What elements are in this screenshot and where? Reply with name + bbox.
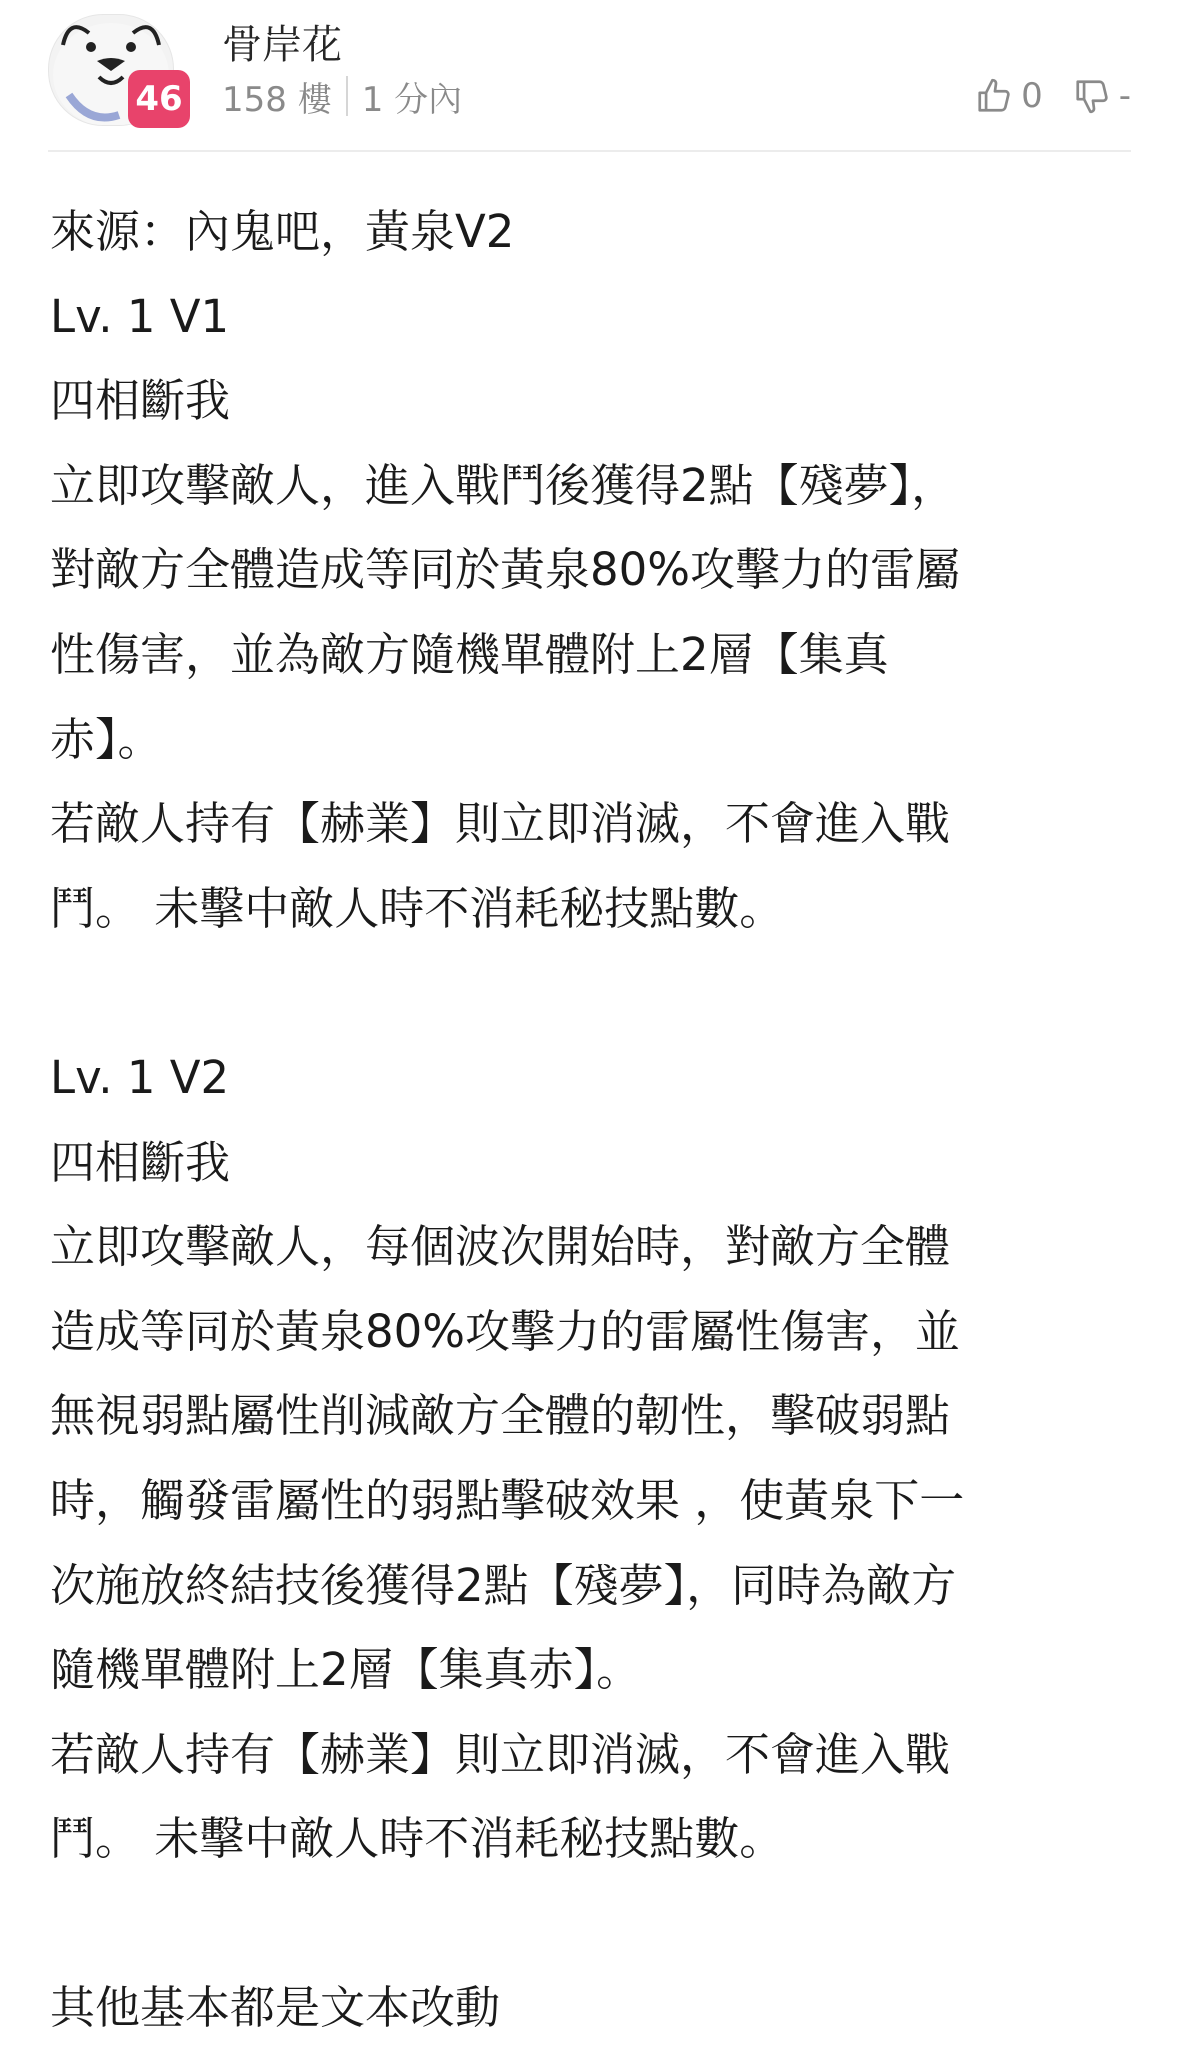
body-line: 時，觸發雷屬性的弱點擊破效果 ，使黃泉下一 bbox=[50, 1473, 965, 1527]
body-line: 性傷害，並為敵方隨機單體附上2層【集真 bbox=[50, 627, 889, 681]
thumbs-up-icon bbox=[975, 77, 1013, 115]
body-line: 立即攻擊敵人，進入戰鬥後獲得2點【殘夢】， bbox=[50, 458, 957, 512]
meta-divider bbox=[346, 76, 348, 116]
body-line: 隨機單體附上2層【集真赤】。 bbox=[50, 1643, 642, 1697]
dislike-count: - bbox=[1118, 76, 1131, 116]
floor-number: 158 樓 bbox=[222, 79, 332, 120]
body-line: Lv. 1 V1 bbox=[50, 289, 230, 343]
vote-controls bbox=[975, 72, 1131, 120]
body-line: 造成等同於黃泉80%攻擊力的雷屬性傷害，並 bbox=[50, 1304, 961, 1358]
header-divider bbox=[48, 150, 1131, 152]
body-line: 立即攻擊敵人，每個波次開始時，對敵方全體 bbox=[50, 1220, 951, 1274]
post-meta bbox=[222, 72, 462, 120]
post-header bbox=[0, 0, 1179, 152]
body-line: 來源：內鬼吧，黃泉V2 bbox=[50, 205, 515, 258]
like-count: 0 bbox=[1021, 76, 1043, 116]
post-body bbox=[50, 190, 1140, 2051]
user-level-badge: 46 bbox=[128, 70, 190, 128]
post-time: 1 分內 bbox=[361, 79, 463, 120]
dislike-button[interactable] bbox=[1073, 76, 1131, 116]
username[interactable]: 骨岸花 bbox=[222, 22, 342, 68]
body-line: 無視弱點屬性削減敵方全體的韌性，擊破弱點 bbox=[50, 1389, 951, 1443]
like-button[interactable] bbox=[975, 76, 1043, 116]
body-line: 對敵方全體造成等同於黃泉80%攻擊力的雷屬 bbox=[50, 543, 961, 597]
blank-line bbox=[50, 951, 1140, 1036]
body-line: 赤】。 bbox=[50, 712, 163, 766]
body-line: Lv. 1 V2 bbox=[50, 1050, 230, 1104]
body-line: 鬥。 未擊中敵人時不消耗秘技點數。 bbox=[50, 881, 785, 935]
body-line: 鬥。 未擊中敵人時不消耗秘技點數。 bbox=[50, 1812, 785, 1866]
body-line: 四相斷我 bbox=[50, 374, 231, 428]
blank-line bbox=[50, 1882, 1140, 1967]
body-line: 四相斷我 bbox=[50, 1135, 231, 1189]
body-line: 若敵人持有【赫業】則立即消滅，不會進入戰 bbox=[50, 1727, 951, 1781]
body-line: 若敵人持有【赫業】則立即消滅，不會進入戰 bbox=[50, 797, 951, 851]
body-line: 其他基本都是文本改動 bbox=[50, 1981, 501, 2035]
body-line: 次施放終結技後獲得2點【殘夢】，同時為敵方 bbox=[50, 1558, 957, 1612]
thumbs-down-icon bbox=[1073, 77, 1111, 115]
